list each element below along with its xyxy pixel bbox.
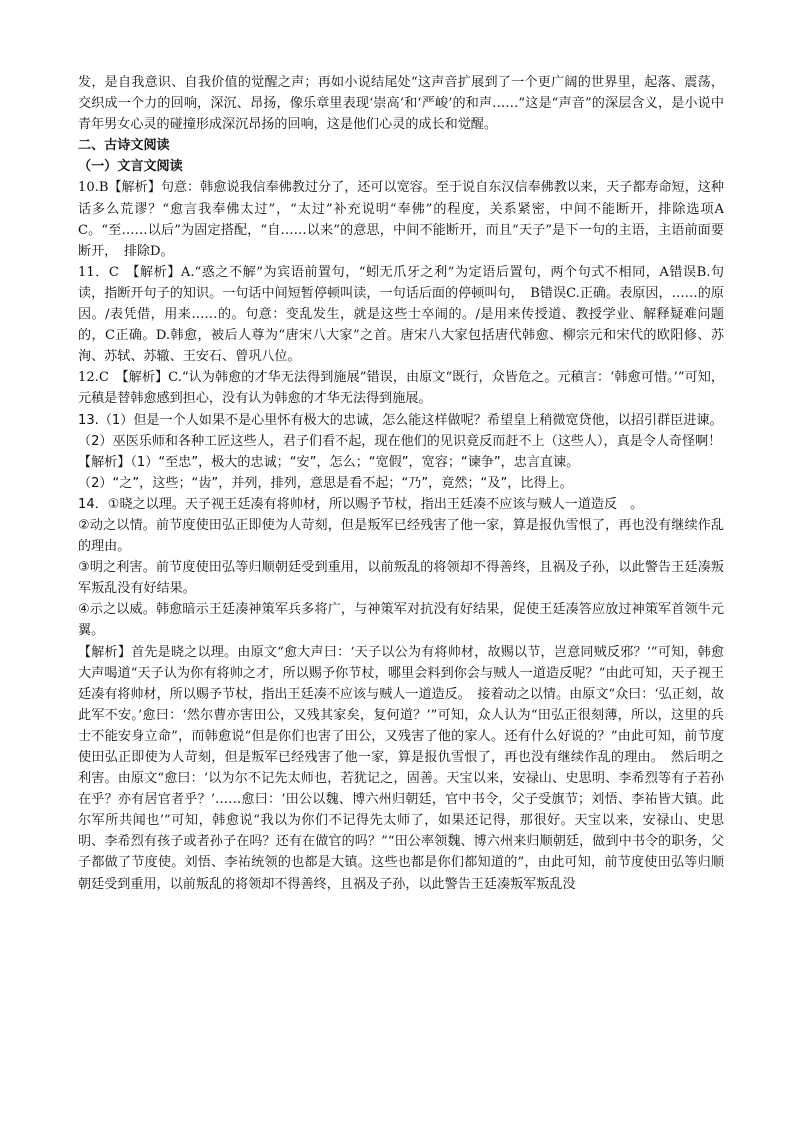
- subsection-heading-classical-chinese: （一）文言文阅读: [78, 159, 183, 175]
- section-heading-classical-poetry-prose: 二、古诗文阅读: [78, 138, 170, 154]
- answer-item-13-part-2: （2）巫医乐师和各种工匠这些人，君子们看不起，现在他们的见识竟反而赶不上（这些人），真是令人奇怪啊！: [78, 433, 722, 449]
- answer-item-14-point-4: ④示之以威。韩愈暗示王廷凑神策军兵多将广，与神策军对抗没有好结果，促使王廷凑答应放过神策军首领牛元翼。: [78, 602, 724, 639]
- analysis-item-13-part-1: 【解析】（1）“至忠”，极大的忠诚；“安”，怎么；“宽假”，宽容；“谏争”，忠言直谏。: [78, 454, 580, 470]
- answer-item-14-point-2: ②动之以情。前节度使田弘正即使为人苛刻，但是叛军已经残害了他一家，算是报仇雪恨了，再也没有继续作乱的理由。: [78, 517, 724, 555]
- paragraph-voice-meaning: 发，是自我意识、自我价值的觉醒之声；再如小说结尾处“这声音扩展到了一个更广阔的世界里，起落、震荡，交织成一个力的回响，深沉、昂扬，像乐章里表现‘崇高’和‘严峻’的和声……”这是“声音”的深层含义，是小说中青年男女心灵的碰撞形成深沉昂扬的回响，这是他们心灵的成长和觉醒。: [78, 75, 724, 133]
- document-page: [78, 72, 724, 1112]
- answer-item-10: 10.B【解析】句意：韩愈说我信奉佛教过分了，还可以宽容。至于说自东汉信奉佛教以来，天子都寿命短，这种话多么荒谬？“愈言我奉佛太过”，“太过”补充说明“奉佛”的程度，关系紧密，中间不能断开，排除选项AC。“至……以后”为固定搭配，“自……以来”的意思，中间不能断开，而且“天子”是下一句的主语，主语前面要断开， 排除D。: [78, 180, 724, 259]
- answer-item-14-point-1: 14．①晓之以理。天子视王廷凑有将帅材，所以赐予节杖，指出王廷凑不应该与贼人一道造反 。: [78, 496, 644, 512]
- answer-item-13-part-1: 13.（1）但是一个人如果不是心里怀有极大的忠诚，怎么能这样做呢？希望皇上稍微宽贷他，以招引群臣进谏。: [78, 412, 723, 428]
- analysis-item-14: 【解析】首先是晓之以理。由原文“愈大声曰：‘天子以公为有将帅材，故赐以节，岂意同贼反邪？’”可知，韩愈大声喝道“天子认为你有将帅之才，所以赐予你节杖，哪里会料到你会与贼人一道造反呢？”由此可知，天子视王廷凑有将帅材，所以赐予节杖，指出王廷凑不应该与贼人一道造反。 接着动之以情。由原文“众曰：‘弘正刻，故此军不安。’愈曰：‘然尔曹亦害田公，又残其家矣，复何道？’”可知，众人认为“田弘正很刻薄，所以，这里的兵士不能安身立命”，而韩愈说“但是你们也害了田公，又残害了他的家人。还有什么好说的？”由此可知，前节度使田弘正即使为人苛刻，但是叛军已经残害了他一家，算是报仇雪恨了，再也没有继续作乱的理由。 然后明之利害。由原文“愈曰：‘以为尔不记先太师也，若犹记之，固善。天宝以来，安禄山、史思明、李希烈等有子若孙在乎？亦有居官者乎？’……愈曰：‘田公以魏、博六州归朝廷，官中书令，父子受旗节；刘悟、李祐皆大镇。此尔军所共闻也’”可知，韩愈说“我以为你们不记得先太师了，如果还记得，那很好。天宝以来，安禄山、史思明、李希烈有孩子或者孙子在吗？还有在做官的吗？”“田公率领魏、博六州来归顺朝廷，做到中书令的职务，父子都做了节度使。刘悟、李祐统领的也都是大镇。这些也都是你们都知道的”，由此可知，前节度使田弘等归顺朝廷受到重用，以前叛乱的将领却不得善终，且祸及子孙，以此警告王廷凑叛军叛乱没: [78, 644, 724, 892]
- answer-item-12: 12.C 【解析】C.“认为韩愈的才华无法得到施展”错误，由原文“既行，众皆危之。元稹言：‘韩愈可惜。’”可知，元稹是替韩愈感到担心，没有认为韩愈的才华无法得到施展。: [78, 370, 724, 407]
- answer-item-14-point-3: ③明之利害。前节度使田弘等归顺朝廷受到重用，以前叛乱的将领却不得善终，且祸及子孙，以此警告王廷凑叛军叛乱没有好结果。: [78, 560, 724, 597]
- answer-item-11: 11．C 【解析】A.“惑之不解”为宾语前置句，“蚓无爪牙之利”为定语后置句，两个句式不相同，A错误B.句读，指断开句子的知识。一句话中间短暂停顿叫读，一句话后面的停顿叫句， B错误C.正确。表原因，……的原因。/表凭借，用来……的。句意：变乱发生，就是这些士卒闹的。/是用来传授道、教授学业、解释疑难问题的，C正确。D.韩愈，被后人尊为“唐宋八大家”之首。唐宋八大家包括唐代韩愈、柳宗元和宋代的欧阳修、苏洵、苏轼、苏辙、王安石、曾巩八位。: [78, 264, 724, 365]
- analysis-item-13-part-2: （2）“之”，这些；“齿”，并列，排列，意思是看不起；“乃”，竟然；“及”，比得上。: [78, 475, 573, 491]
